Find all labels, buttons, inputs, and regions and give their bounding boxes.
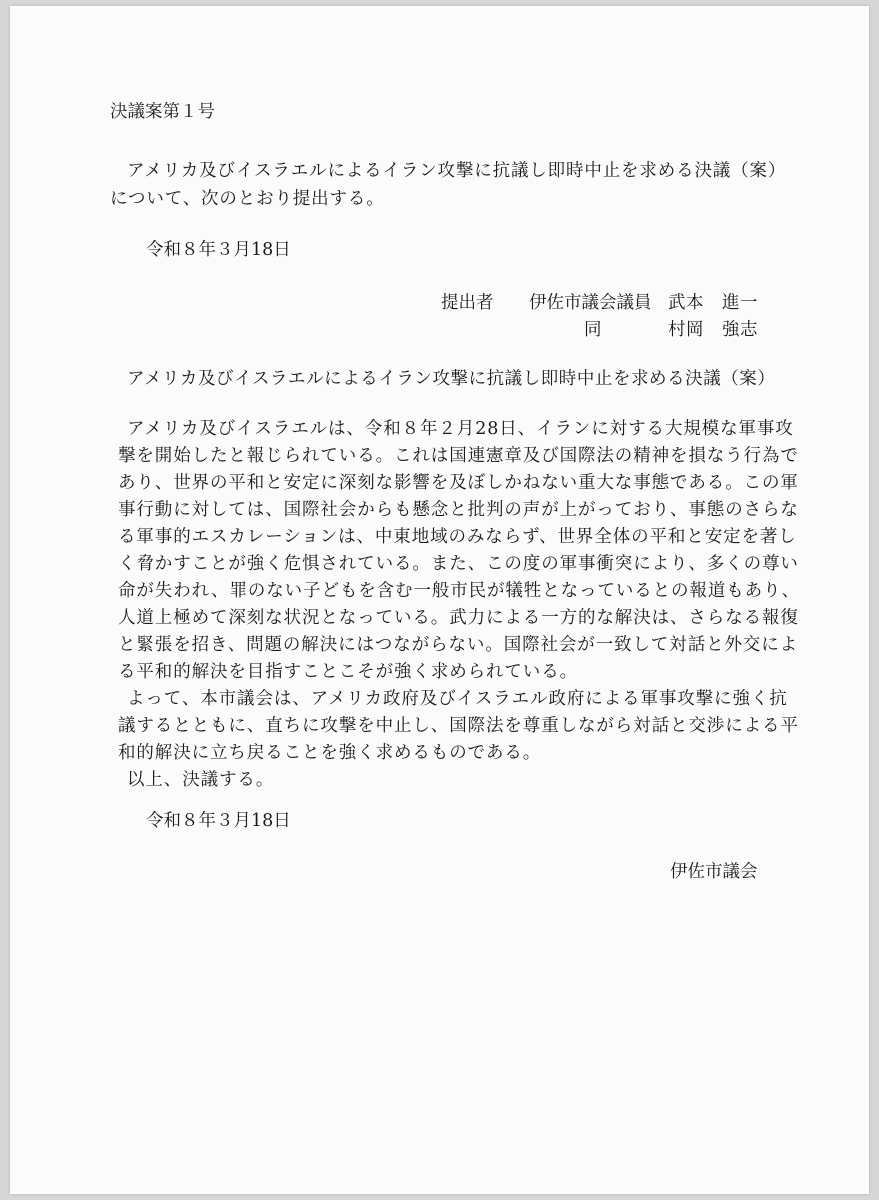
submitter-member-2: 村岡 強志 xyxy=(668,320,758,340)
council-name: 伊佐市議会 xyxy=(670,862,758,882)
resolution-date: 令和８年３月18日 xyxy=(146,811,291,831)
body-line: 以上、決議する。 xyxy=(127,770,275,790)
submitter-member-1: 武本 進一 xyxy=(668,293,758,313)
submission-date: 令和８年３月18日 xyxy=(146,240,291,260)
body-line: よって、本市議会は、アメリカ政府及びイスラエル政府による軍事攻撃に強く抗 xyxy=(127,689,788,709)
body-line: 撃を開始したと報じられている。これは国連憲章及び国際法の精神を損なう行為で xyxy=(118,446,799,466)
body-line: る平和的解決を目指すことこそが強く求められている。 xyxy=(118,662,578,682)
resolution-title: アメリカ及びイスラエルによるイラン攻撃に抗議し即時中止を求める決議（案） xyxy=(127,369,776,389)
body-line: 命が失われ、罪のない子どもを含む一般市民が犠牲となっているとの報道もあり、 xyxy=(118,581,800,601)
body-line: と緊張を招き、問題の解決にはつながらない。国際社会が一致して対話と外交によ xyxy=(118,635,799,655)
submitter-affiliation: 伊佐市議会議員 xyxy=(529,293,652,313)
motion-number: 決議案第１号 xyxy=(110,102,215,122)
intro-line-1: アメリカ及びイスラエルによるイラン攻撃に抗議し即時中止を求める決議（案） xyxy=(127,161,787,181)
intro-line-2: について、次のとおり提出する。 xyxy=(110,189,385,209)
body-line: 人道上極めて深刻な状況となっている。武力による一方的な解決は、さらなる報復 xyxy=(118,608,799,628)
body-line: 事行動に対しては、国際社会からも懸念と批判の声が上がっており、事態のさらな xyxy=(118,500,799,520)
body-line: アメリカ及びイスラエルは、令和８年２月28日、イランに対する大規模な軍事攻 xyxy=(127,419,794,439)
body-line: 和的解決に立ち戻ることを強く求めるものである。 xyxy=(118,743,542,763)
body-line: る軍事的エスカレーションは、中東地域のみならず、世界全体の平和と安定を著し xyxy=(118,527,797,547)
submitter-label: 提出者 xyxy=(441,293,494,313)
body-line: あり、世界の平和と安定に深刻な影響を及ぼしかねない重大な事態である。この軍 xyxy=(118,473,799,493)
body-line: 議するとともに、直ちに攻撃を中止し、国際法を尊重しながら対話と交渉による平 xyxy=(118,716,799,736)
document-page xyxy=(10,6,869,1194)
submitter-ditto: 同 xyxy=(584,320,602,340)
body-line: く脅かすことが強く危惧されている。また、この度の軍事衝突により、多くの尊い xyxy=(118,554,799,574)
